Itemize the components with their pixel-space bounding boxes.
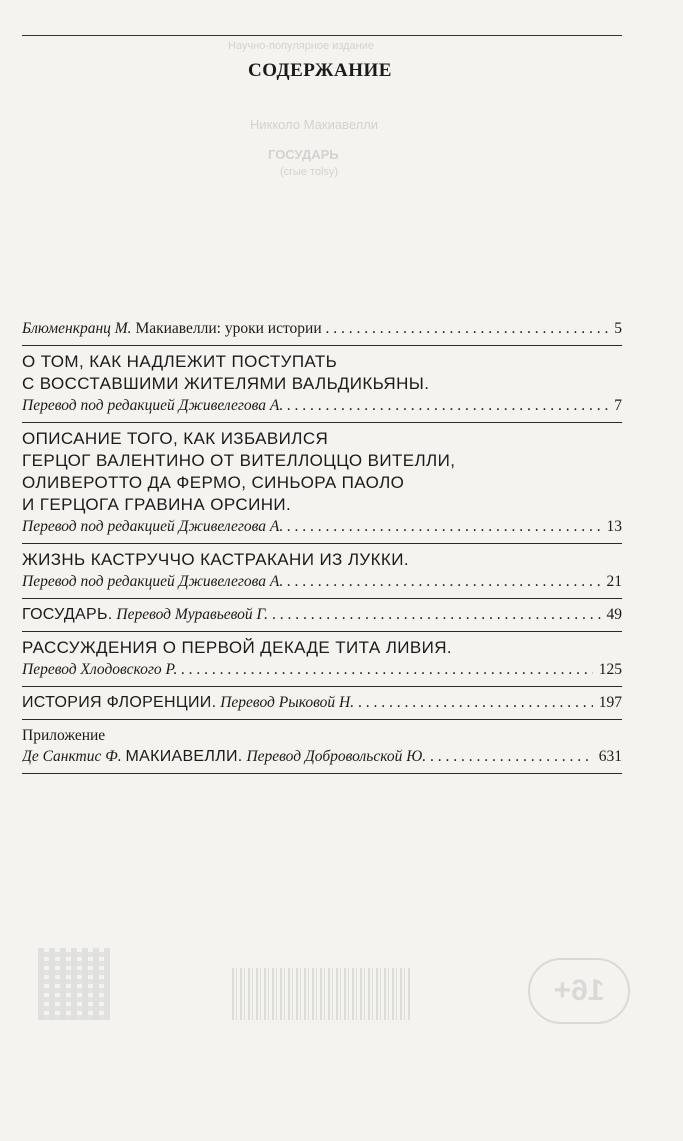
toc-entry <box>22 549 622 592</box>
entry-author: Блюменкранц М. <box>22 320 132 337</box>
entry-heading: О ТОМ, КАК НАДЛЕЖИТ ПОСТУПАТЬ <box>22 352 338 371</box>
page-number: 7 <box>614 397 622 414</box>
separator-rule <box>22 422 622 423</box>
page-title: СОДЕРЖАНИЕ <box>248 60 392 81</box>
toc-line <box>22 516 622 537</box>
entry-heading: И ГЕРЦОГА ГРАВИНА ОРСИНИ. <box>22 495 292 514</box>
entry-heading: ИСТОРИЯ ФЛОРЕНЦИИ. <box>22 694 217 711</box>
page-number: 21 <box>606 573 622 590</box>
bleed-through-text: (сrые тоlsy) <box>280 166 339 178</box>
page-number: 13 <box>606 518 622 535</box>
bleed-through-text: Никколо Макиавелли <box>250 117 379 132</box>
entry-translator: Перевод Муравьевой Г. <box>116 606 269 623</box>
toc-entry <box>22 351 622 416</box>
page-number: 5 <box>614 320 622 337</box>
entry-translator: Перевод под редакцией Дживелегова А. . . . <box>22 516 601 537</box>
page-number: 631 <box>598 748 622 765</box>
bleed-through-text: Научно-популярное издание <box>228 40 374 52</box>
table-of-contents <box>22 318 622 779</box>
barcode-bleed-through <box>232 968 412 1020</box>
toc-entry <box>22 692 622 713</box>
qr-code-bleed-through <box>38 948 110 1020</box>
toc-line <box>22 659 622 680</box>
toc-entry <box>22 428 622 537</box>
separator-rule <box>22 598 622 599</box>
page-number: 49 <box>606 606 622 623</box>
entry-heading: РАССУЖДЕНИЯ О ПЕРВОЙ ДЕКАДЕ ТИТА ЛИВИЯ. <box>22 638 453 657</box>
entry-translator: Перевод под редакцией Дживелегова А. . . . <box>22 571 601 592</box>
entry-heading: ЖИЗНЬ КАСТРУЧЧО КАСТРАКАНИ ИЗ ЛУККИ. <box>22 550 409 569</box>
separator-rule <box>22 543 622 544</box>
age-rating-badge: 16+ <box>528 958 630 1024</box>
entry-heading: ГЕРЦОГ ВАЛЕНТИНО ОТ ВИТЕЛЛОЦЦО ВИТЕЛЛИ, <box>22 451 456 470</box>
entry-author: Де Санктис Ф. <box>22 748 122 765</box>
toc-entry <box>22 318 622 339</box>
toc-entry <box>22 637 622 680</box>
separator-rule <box>22 773 622 774</box>
entry-heading: ГОСУДАРЬ. <box>22 606 113 623</box>
toc-line <box>22 571 622 592</box>
separator-rule <box>22 631 622 632</box>
entry-translator: Перевод под редакцией Дживелегова А. . . . <box>22 395 608 416</box>
toc-line <box>22 692 622 713</box>
toc-line <box>22 746 622 767</box>
separator-rule <box>22 345 622 346</box>
entry-title: Макиавелли: уроки истории <box>135 320 322 337</box>
toc-entry <box>22 725 622 767</box>
section-label: Приложение <box>22 727 106 744</box>
entry-heading: ОЛИВЕРОТТО ДА ФЕРМО, СИНЬОРА ПАОЛО <box>22 473 405 492</box>
entry-title: МАКИАВЕЛЛИ. <box>125 748 243 765</box>
entry-translator: Перевод Добровольской Ю. <box>246 748 427 765</box>
section-label-line <box>22 725 622 746</box>
entry-heading: ОПИСАНИЕ ТОГО, КАК ИЗБАВИЛСЯ <box>22 429 329 448</box>
page-number: 197 <box>598 694 622 711</box>
toc-line <box>22 318 622 339</box>
separator-rule <box>22 719 622 720</box>
toc-entry <box>22 604 622 625</box>
page-number: 125 <box>598 661 622 678</box>
entry-translator: Перевод Рыковой Н. <box>220 694 355 711</box>
toc-line <box>22 395 622 416</box>
entry-translator: Перевод Хлодовского Р. . . . <box>22 659 593 680</box>
bleed-through-text: ГОСУДАРЬ <box>268 147 339 162</box>
top-rule <box>22 35 622 36</box>
separator-rule <box>22 686 622 687</box>
entry-heading: С ВОССТАВШИМИ ЖИТЕЛЯМИ ВАЛЬДИКЬЯНЫ. <box>22 374 430 393</box>
toc-line <box>22 604 622 625</box>
